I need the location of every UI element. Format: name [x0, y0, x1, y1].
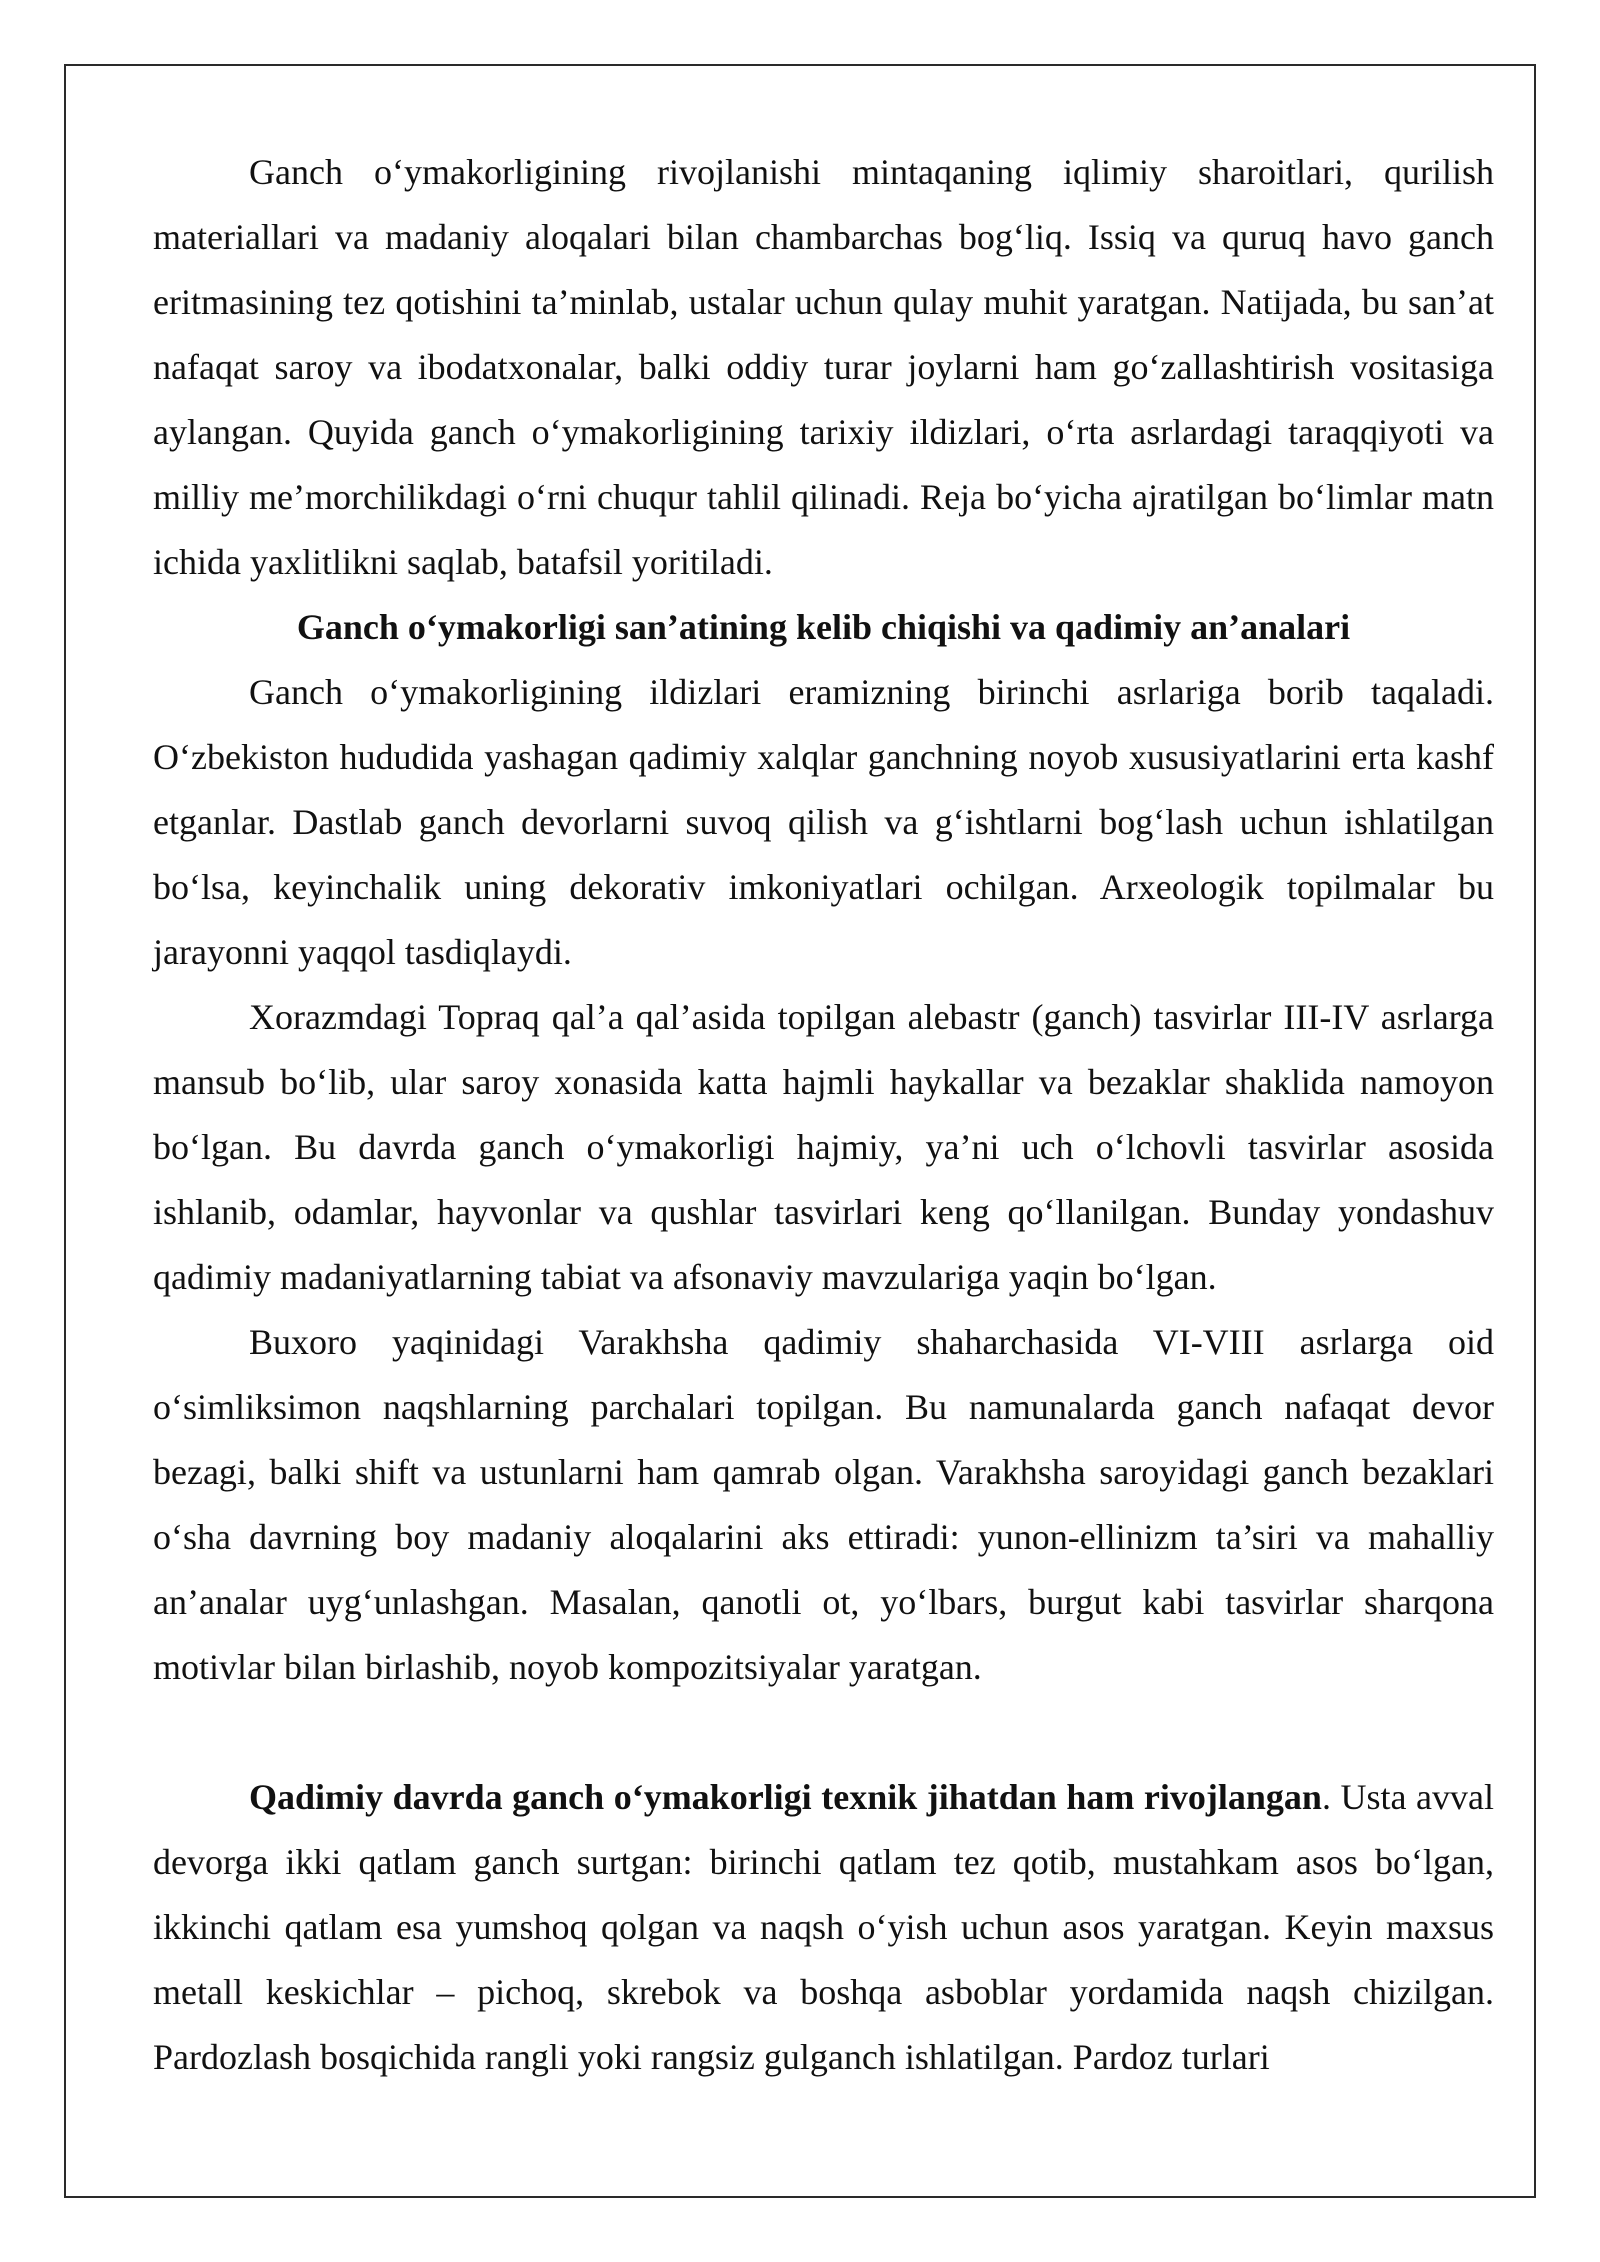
paragraph-origins: Ganch o‘ymakorligining ildizlari eramizning birinchi asrlariga borib taqaladi. O‘zbekiston hududida yashagan qadimiy xalqlar ganchning noyob xususiyatlarini erta kashf etganlar. Dastlab ganch devorlarni suvoq qilish va g‘ishtlarni bog‘lash uchun ishlatilgan bo‘lsa, keyinchalik uning dekorativ imkoniyatlari ochilgan. Arxeologik topilmalar bu jarayonni yaqqol tasdiqlaydi.: [153, 672, 1494, 972]
paragraph-technique: [153, 1765, 1494, 2090]
section-heading: Ganch o‘ymakorligi san’atining kelib chiqishi va qadimiy an’analari: [296, 607, 1351, 647]
paragraph-technique-rest: . Usta avval devorga ikki qatlam ganch surtgan: birinchi qatlam tez qotib, mustahkam asos bo‘lgan, ikkinchi qatlam esa yumshoq qolgan va naqsh o‘yish uchun asos yaratgan. Keyin maxsus metall keskichlar – pichoq, skrebok va boshqa asboblar yordamida naqsh chizilgan. Pardozlash bosqichida rangli yoki rangsiz gulganch ishlatilgan. Pardoz turlari: [153, 1777, 1494, 2077]
paragraph-varakhsha: Buxoro yaqinidagi Varakhsha qadimiy shaharchasida VI-VIII asrlarga oid o‘simliksimon naqshlarning parchalari topilgan. Bu namunalarda ganch nafaqat devor bezagi, balki shift va ustunlarni ham qamrab olgan. Varakhsha saroyidagi ganch bezaklari o‘sha davrning boy madaniy aloqalarini aks ettiradi: yunon-ellinizm ta’siri va mahalliy an’analar uyg‘unlashgan. Masalan, qanotli ot, yo‘lbars, burgut kabi tasvirlar sharqona motivlar bilan birlashib, noyob kompozitsiyalar yaratgan.: [153, 1322, 1494, 1687]
paragraph-khorezm: Xorazmdagi Topraq qal’a qal’asida topilgan alebastr (ganch) tasvirlar III-IV asrlarga mansub bo‘lib, ular saroy xonasida katta hajmli haykallar va bezaklar shaklida namoyon bo‘lgan. Bu davrda ganch o‘ymakorligi hajmiy, ya’ni uch o‘lchovli tasvirlar asosida ishlanib, odamlar, hayvonlar va qushlar tasvirlari keng qo‘llanilgan. Bunday yondashuv qadimiy madaniyatlarning tabiat va afsonaviy mavzulariga yaqin bo‘lgan.: [153, 997, 1494, 1297]
blank-line: [153, 1700, 1494, 1765]
intro-paragraph: Ganch o‘ymakorligining rivojlanishi mintaqaning iqlimiy sharoitlari, qurilish materiallari va madaniy aloqalari bilan chambarchas bog‘liq. Issiq va quruq havo ganch eritmasining tez qotishini ta’minlab, ustalar uchun qulay muhit yaratgan. Natijada, bu san’at nafaqat saroy va ibodatxonalar, balki oddiy turar joylarni ham go‘zallashtirish vositasiga aylangan. Quyida ganch o‘ymakorligining tarixiy ildizlari, o‘rta asrlardagi taraqqiyoti va milliy me’morchilikdagi o‘rni chuqur tahlil qilinadi. Reja bo‘yicha ajratilgan bo‘limlar matn ichida yaxlitlikni saqlab, batafsil yoritiladi.: [153, 152, 1494, 582]
document-body: [153, 140, 1494, 2090]
paragraph-technique-lead: Qadimiy davrda ganch o‘ymakorligi texnik jihatdan ham rivojlangan: [249, 1777, 1322, 1817]
